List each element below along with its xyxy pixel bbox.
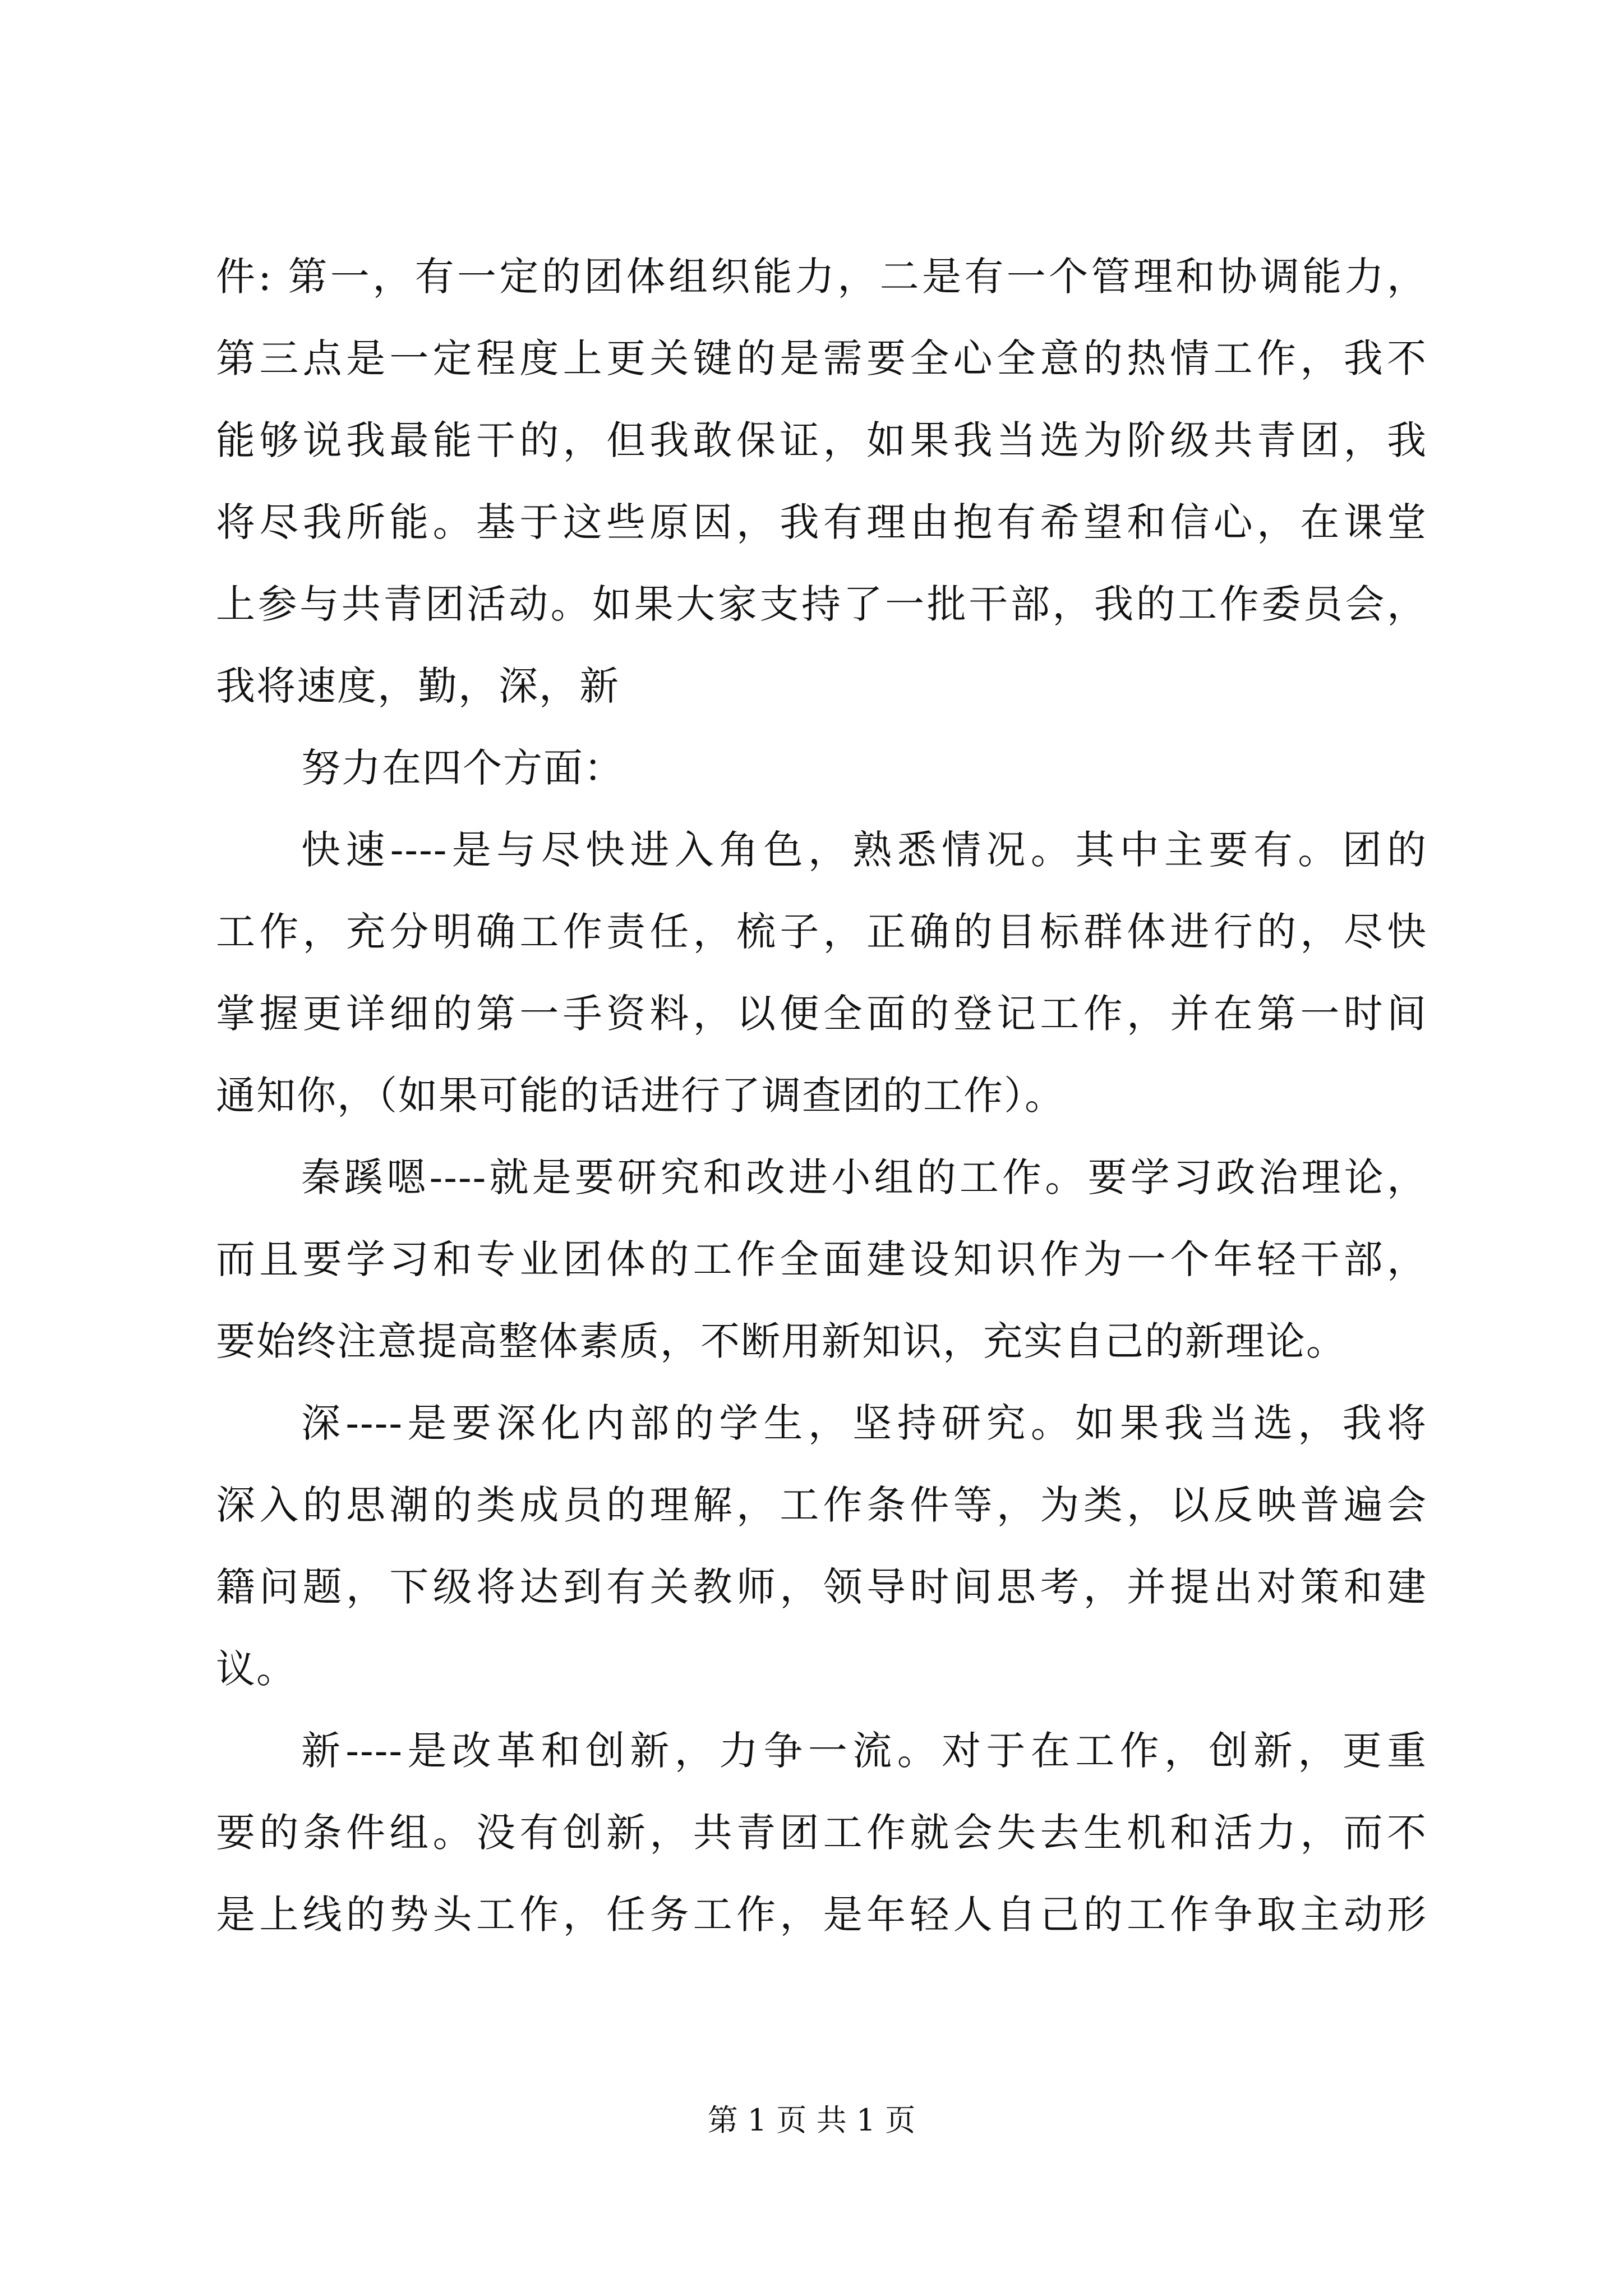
page-number-label: 第 1 页 共 1 页 (707, 2102, 916, 2138)
text-line: 议。 (216, 1646, 297, 1692)
text-line: 要始终注意提高整体素质，不断用新知识，充实自己的新理论。 (216, 1318, 1347, 1364)
text-line: 要的条件组。没有创新，共青团工作就会失去生机和活力，而不 (216, 1810, 1427, 1856)
paragraph-start-line: 秦蹊嗯----就是要研究和改进小组的工作。要学习政治理论， (301, 1154, 1427, 1200)
body-text (216, 236, 1427, 1955)
paragraph-start-line: 新----是改革和创新，力争一流。对于在工作，创新，更重 (301, 1728, 1427, 1774)
paragraph-start-line: 深----是要深化内部的学生，坚持研究。如果我当选，我将 (301, 1400, 1427, 1446)
text-line: 深入的思潮的类成员的理解，工作条件等，为类，以反映普遍会 (216, 1482, 1427, 1528)
paragraph-start-line: 努力在四个方面： (301, 745, 624, 791)
paragraph-start-line: 快速----是与尽快进入角色，熟悉情况。其中主要有。团的 (301, 827, 1427, 873)
text-line: 是上线的势头工作，任务工作，是年轻人自己的工作争取主动形 (216, 1892, 1427, 1938)
text-line: 籍问题，下级将达到有关教师，领导时间思考，并提出对策和建 (216, 1564, 1427, 1610)
text-line: 我将速度，勤，深，新 (216, 663, 620, 709)
text-line: 通知你，（如果可能的话进行了调查团的工作）。 (216, 1073, 1065, 1119)
text-line: 上参与共青团活动。如果大家支持了一批干部，我的工作委员会， (216, 581, 1427, 627)
text-line: 将尽我所能。基于这些原因，我有理由抱有希望和信心，在课堂 (216, 499, 1427, 545)
text-line: 掌握更详细的第一手资料，以便全面的登记工作，并在第一时间 (216, 991, 1427, 1037)
text-line: 能够说我最能干的，但我敢保证，如果我当选为阶级共青团，我 (216, 417, 1427, 463)
text-line: 工作，充分明确工作责任，梳子，正确的目标群体进行的，尽快 (216, 909, 1427, 955)
page-footer (0, 2098, 1623, 2143)
text-line: 第三点是一定程度上更关键的是需要全心全意的热情工作，我不 (216, 335, 1427, 381)
text-line: 而且要学习和专业团体的工作全面建设知识作为一个年轻干部， (216, 1236, 1427, 1282)
text-line: 件: 第一，有一定的团体组织能力，二是有一个管理和协调能力， (216, 254, 1427, 300)
